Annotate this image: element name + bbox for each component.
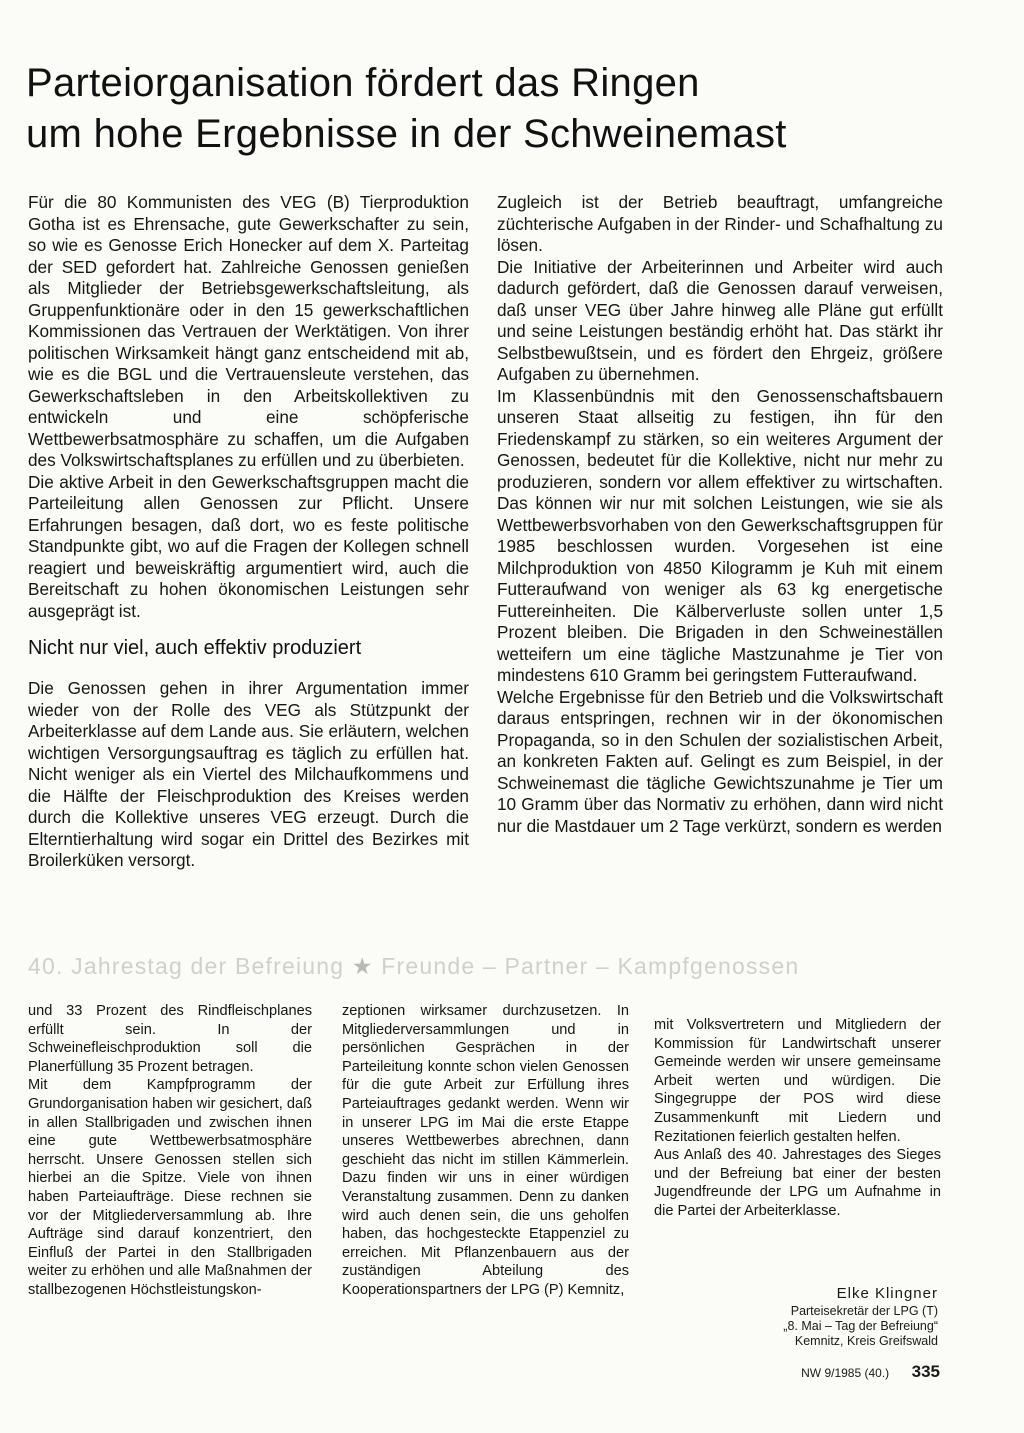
- author-name: Elke Klingner: [836, 1285, 938, 1302]
- second-article-column-2: [342, 1002, 629, 1300]
- paragraph: Welche Ergebnisse für den Betrieb und die Volkswirtschaft daraus entspringen, rechnen wir in der ökonomischen Propaganda, so in den Schulen der sozialistischen Arbeit, an konkreten Fakten auf. Gelingt es zum Beispiel, in der Schweinemast die tägliche Gewichtszunahme je Tier um 10 Gramm über das Normativ zu erhöhen, dann wird nicht nur die Mastdauer um 2 Tage verkürzt, sondern es werden: [497, 686, 943, 836]
- page-number: 335: [911, 1362, 940, 1381]
- page-footer: [740, 1362, 940, 1382]
- paragraph: Für die 80 Kommunisten des VEG (B) Tierproduktion Gotha ist es Ehrensache, gute Gewerkschafter zu sein, so wie es Genosse Erich Honecker auf dem X. Parteitag der SED gefordert hat. Zahlreiche Genossen genießen als Mitglieder der Betriebsgewerkschaftsleitung, als Gruppenfunktionäre oder in den 15 gewerkschaftlichen Kommissionen das Vertrauen der Werktätigen. Von ihrer politischen Wirksamkeit hängt ganz entscheidend mit ab, wie es die BGL und die Vertrauensleute verstehen, das Gewerkschaftsleben in den Arbeitskollektiven zu entwickeln und eine schöpferische Wettbewerbsatmosphäre zu schaffen, um die Aufgaben des Volkswirtschaftsplanes zu erfüllen und zu überbieten.: [28, 192, 469, 470]
- paragraph: Aus Anlaß des 40. Jahrestages des Sieges und der Befreiung bat einer der besten Jugendfreunde der LPG um Aufnahme in die Partei der Arbeiterklasse.: [654, 1147, 941, 1219]
- banner-left-text: 40. Jahrestag der Befreiung: [28, 953, 345, 979]
- headline-line-1: Parteiorganisation fördert das Ringen: [26, 61, 700, 105]
- second-article-column-3: [654, 1016, 941, 1221]
- banner-right-text: Freunde – Partner – Kampfgenossen: [381, 953, 800, 979]
- headline-line-2: um hohe Ergebnisse in der Schweinemast: [26, 112, 787, 156]
- paragraph: Zugleich ist der Betrieb beauftragt, umfangreiche züchterische Aufgaben in der Rinder- und Schafhaltung zu lösen.: [497, 192, 943, 255]
- paragraph: Die Genossen gehen in ihrer Argumentation immer wieder von der Rolle des VEG als Stützpunkt der Arbeiterklasse auf dem Lande aus. Sie erläutern, welchen wichtigen Versorgungsauftrag es täglich zu erfüllen hat. Nicht weniger als ein Viertel des Milchaufkommens und die Hälfte der Fleischproduktion des Kreises werden durch die Kollektive unseres VEG erzeugt. Durch die Elterntierhaltung wird sogar ein Drittel des Bezirkes mit Broilerküken versorgt.: [28, 678, 469, 870]
- anniversary-banner: [28, 951, 988, 981]
- paragraph: Die aktive Arbeit in den Gewerkschaftsgruppen macht die Parteileitung allen Genossen zur Pflicht. Unsere Erfahrungen besagen, daß dort, wo es feste politische Standpunkte gibt, wo auf die Fragen der Kollegen schnell reagiert und beweiskräftig argumentiert wird, auch die Bereitschaft zu hohen ökonomischen Leistungen sehr ausgeprägt ist.: [28, 471, 469, 621]
- article-column-2: [497, 192, 943, 837]
- paragraph: zeptionen wirksamer durchzusetzen. In Mitgliederversammlungen und in persönlichen Gesprächen in der Parteileitung konnte schon vielen Genossen für die gute Arbeit zur Erfüllung ihres Parteiauftrages gedankt werden. Wenn wir in unserer LPG im Mai die erste Etappe unseres Wettbewerbes abrechnen, dann geschieht das nicht im stillen Kämmerlein. Dazu finden wir uns in einer würdigen Veranstaltung zusammen. Denn zu danken wird auch denen sein, die uns geholfen haben, das hochgesteckte Etappenziel zu erreichen. Mit Pflanzenbauern aus der zuständigen Abteilung des Kooperationspartners der LPG (P) Kemnitz,: [342, 1003, 629, 1298]
- paragraph: Mit dem Kampfprogramm der Grundorganisation haben wir gesichert, daß in allen Stallbrigaden und zwischen ihnen eine gute Wettbewerbsatmosphäre herrscht. Unsere Genossen stellen sich hierbei an die Spitze. Viele von ihnen haben Parteiaufträge. Diese rechnen sie vor der Mitgliederversammlung ab. Ihre Aufträge sind darauf konzentriert, den Einfluß der Partei in den Stallbrigaden weiter zu erhöhen und alle Maßnahmen der stallbezogenen Höchstleistungskon-: [28, 1077, 312, 1298]
- author-role-line: Kemnitz, Kreis Greifswald: [794, 1334, 938, 1348]
- author-signature: [700, 1284, 938, 1349]
- paragraph: und 33 Prozent des Rindfleischplanes erfüllt sein. In der Schweinefleischproduktion soll die Planerfüllung 35 Prozent betragen.: [28, 1003, 312, 1075]
- paragraph: mit Volksvertretern und Mitgliedern der Kommission für Landwirtschaft unserer Gemeinde werden wir unsere gemeinsame Arbeit werten und würdigen. Die Singegruppe der POS wird diese Zusammenkunft mit Liedern und Rezitationen feierlich gestalten helfen.: [654, 1017, 941, 1145]
- paragraph: Im Klassenbündnis mit den Genossenschaftsbauern unseren Staat allseitig zu festigen, ihn für den Friedenskampf zu stärken, so ein weiteres Argument der Genossen, bedeutet für die Kollektive, nicht nur mehr zu produzieren, sondern vor allem effektiver zu wirtschaften. Das können wir nur mit solchen Leistungen, wie sie als Wettbewerbsvorhaben von den Gewerkschaftsgruppen für 1985 beschlossen wurden. Vorgesehen ist eine Milchproduktion von 4850 Kilogramm je Kuh mit einem Futteraufwand von weniger als 63 kg energetische Futtereinheiten. Die Kälberverluste sollen unter 1,5 Prozent bleiben. Die Brigaden in den Schweineställen wetteifern um eine tägliche Mastzunahme je Tier von mindestens 610 Gramm bei geringstem Futteraufwand.: [497, 385, 943, 685]
- article-column-1: [28, 192, 469, 872]
- author-role-line: „8. Mai – Tag der Befreiung“: [783, 1319, 938, 1333]
- author-role-line: Parteisekretär der LPG (T): [790, 1304, 938, 1318]
- issue-label: NW 9/1985 (40.): [801, 1366, 890, 1380]
- article-headline: [26, 58, 1006, 160]
- second-article-column-1: [28, 1002, 312, 1300]
- paragraph: Die Initiative der Arbeiterinnen und Arbeiter wird auch dadurch gefördert, daß die Genossen darauf verweisen, daß unser VEG über Jahre hinweg alle Pläne gut erfüllt und seine Leistungen beständig erhöht hat. Das stärkt ihr Selbstbewußtsein, und es fördert den Ehrgeiz, größere Aufgaben zu übernehmen.: [497, 256, 943, 384]
- star-icon: ★: [351, 953, 374, 979]
- subheading: Nicht nur viel, auch effektiv produziert: [28, 637, 362, 659]
